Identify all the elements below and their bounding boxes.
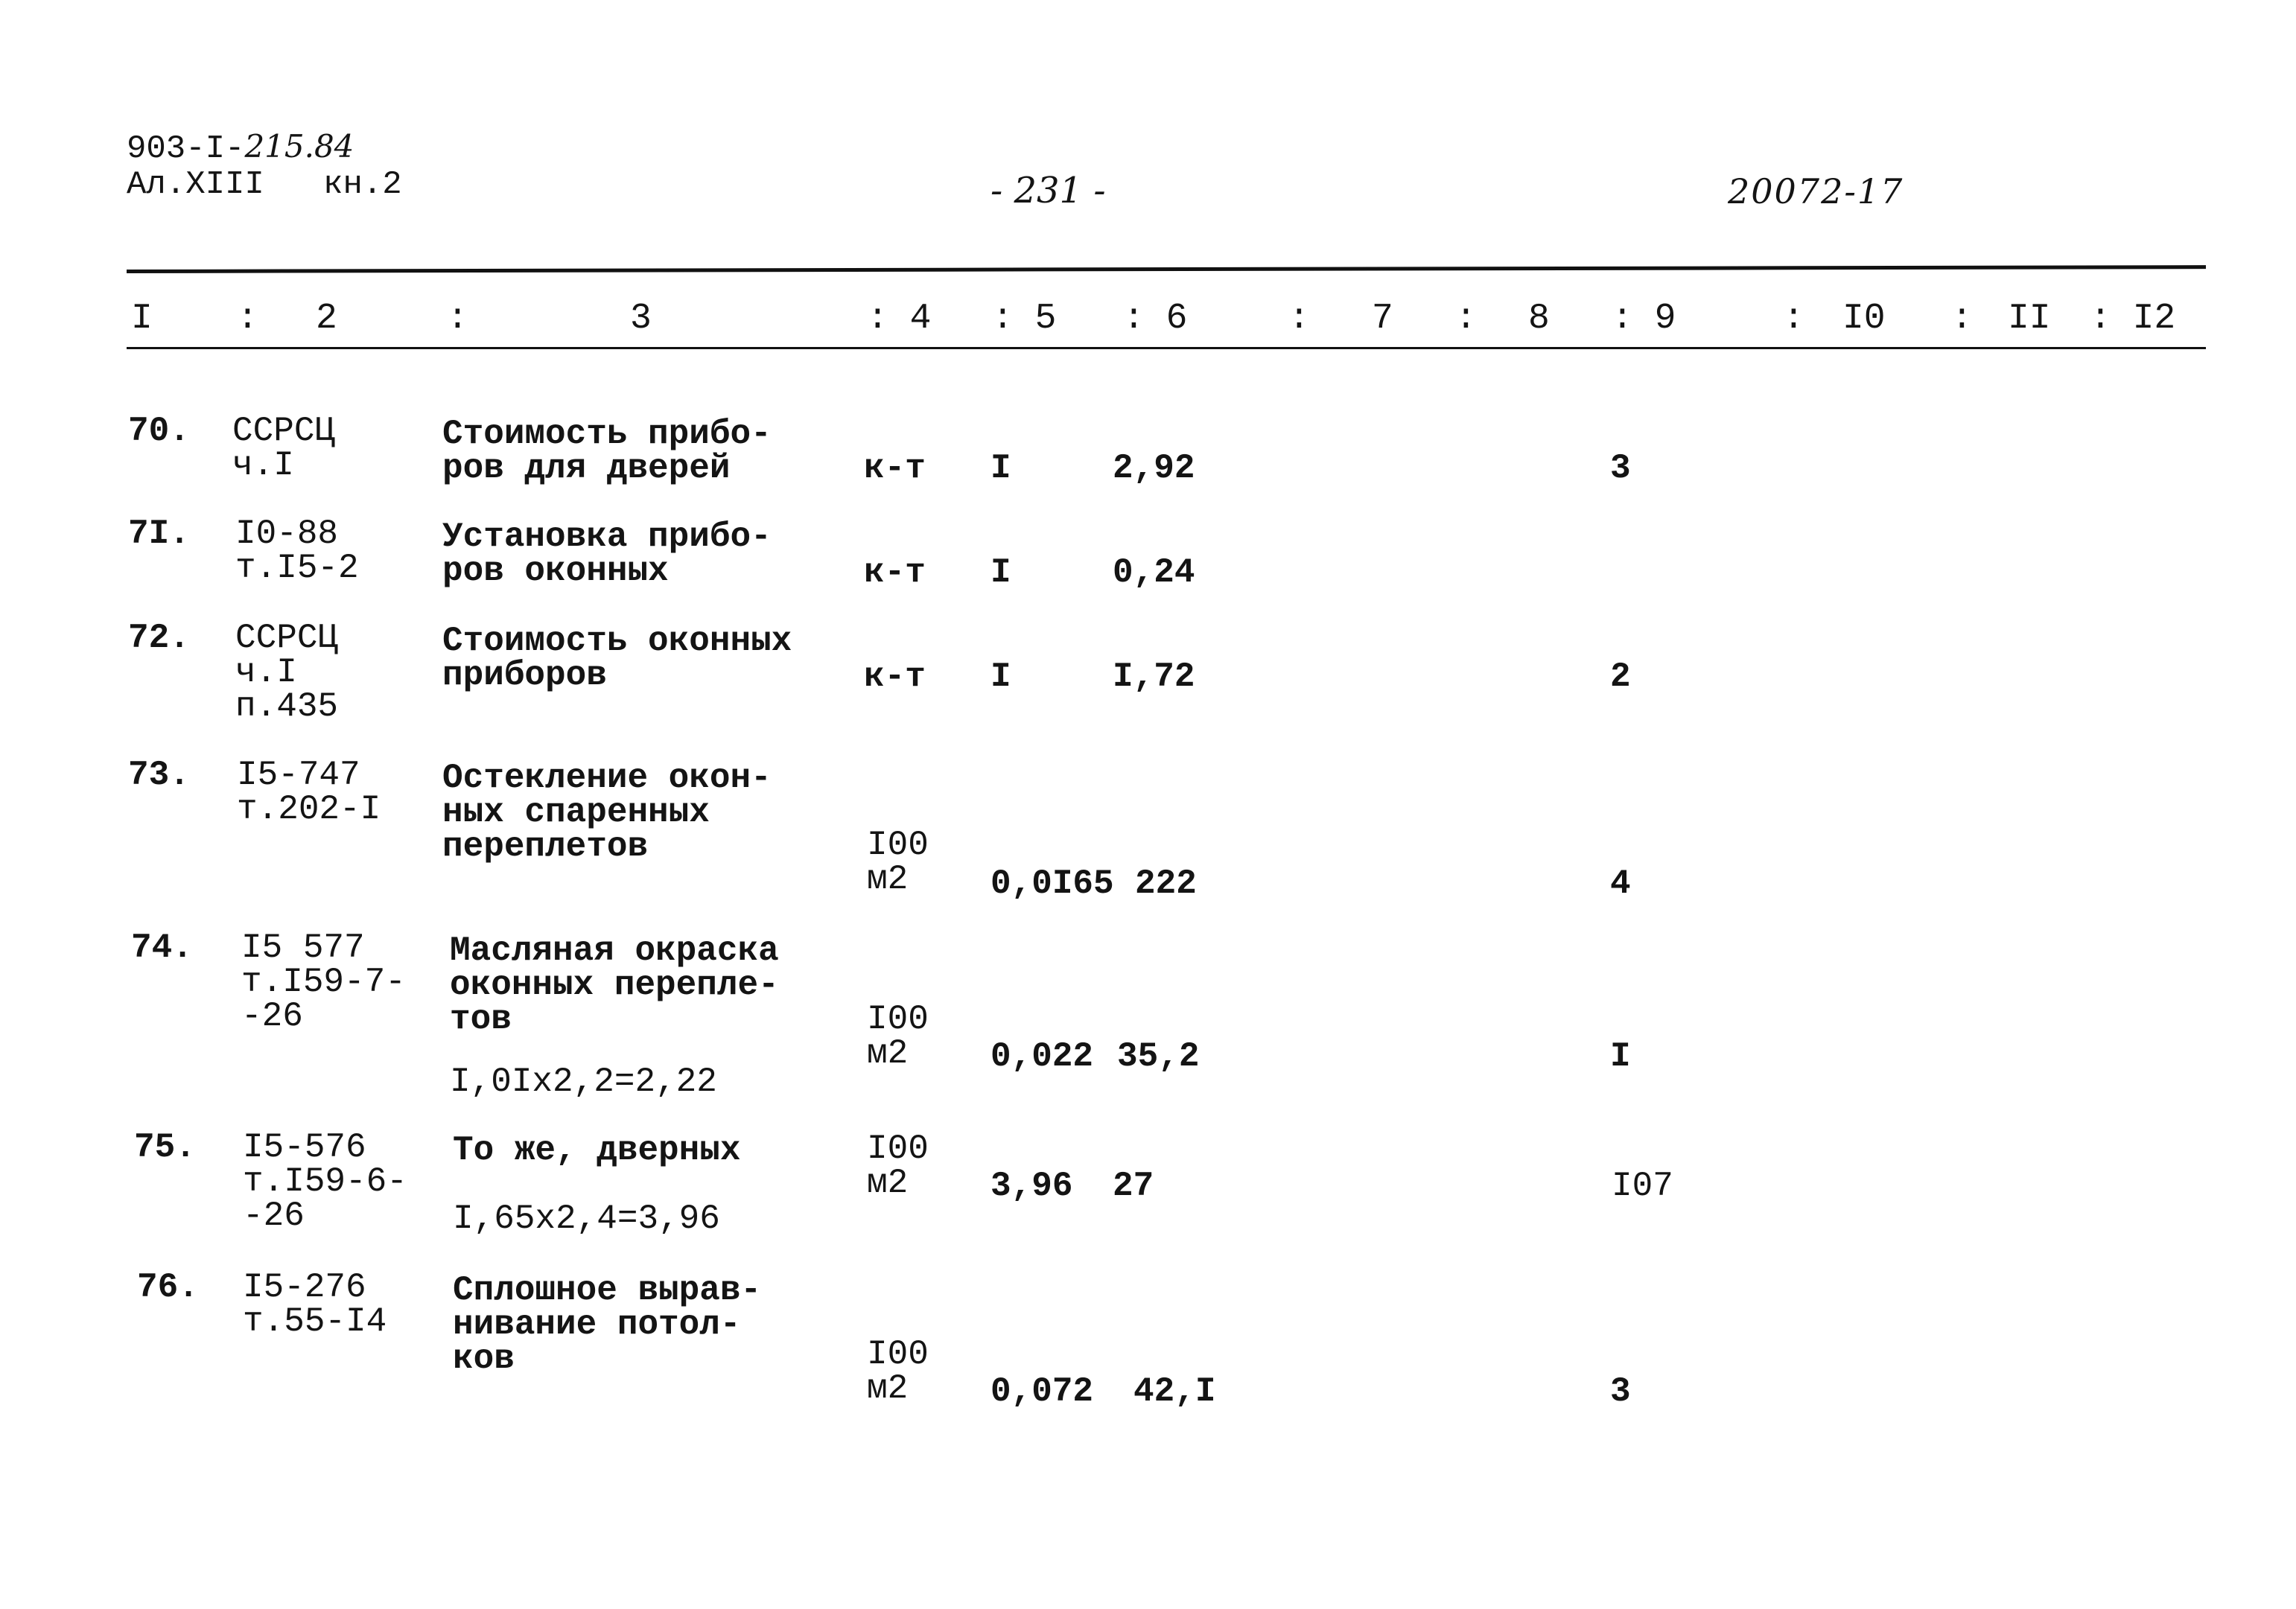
column-header-3: 3 xyxy=(630,299,652,339)
column-separator: : xyxy=(1783,299,1804,339)
row-description-line: ров оконных xyxy=(442,552,669,590)
row-description-line: Стоимость прибо- xyxy=(442,415,772,453)
row-code-line: т.I5-2 xyxy=(235,549,359,587)
row-col9-value: 2 xyxy=(1610,657,1631,696)
row-code-line: I5 577 xyxy=(241,928,365,967)
row-quantity: 0,0I65 xyxy=(990,864,1114,903)
row-code-line: т.202-I xyxy=(237,790,381,829)
row-number: 76. xyxy=(137,1268,199,1307)
row-code-line: т.55-I4 xyxy=(243,1302,387,1341)
row-number: 7I. xyxy=(128,514,190,553)
column-header-6: : 6 xyxy=(1123,299,1188,339)
column-separator: : xyxy=(1288,299,1310,339)
column-header-2: 2 xyxy=(316,299,337,339)
row-code-line: ССРСЦ xyxy=(232,412,336,450)
row-unit: I00 м2 xyxy=(867,826,929,899)
row-code-line: ч.I xyxy=(232,446,294,485)
row-code-line: I5-747 xyxy=(237,756,360,794)
row-code-line: ч.I xyxy=(235,653,297,692)
row-description-line: ров для дверей xyxy=(442,449,731,488)
row-quantity: I xyxy=(990,553,1011,592)
row-price: I,72 xyxy=(1113,657,1195,696)
row-calculation: I,0Ix2,2=2,22 xyxy=(450,1062,717,1101)
row-code-line: п.435 xyxy=(235,687,339,726)
row-price: 42,I xyxy=(1133,1372,1216,1411)
row-number: 73. xyxy=(128,756,190,794)
row-description-line: нивание потол- xyxy=(453,1305,741,1344)
page-number: - 231 - xyxy=(990,170,1106,211)
row-unit: I00 м2 xyxy=(867,1000,929,1073)
column-header-11: II xyxy=(2008,299,2051,339)
column-header-5: : 5 xyxy=(992,299,1057,339)
row-quantity: 3,96 xyxy=(990,1167,1073,1205)
column-header-12: : I2 xyxy=(2090,299,2176,339)
row-col9-value: 3 xyxy=(1610,449,1631,488)
row-description-line: ных спаренных xyxy=(442,793,710,832)
row-description-line: Сплошное вырав- xyxy=(453,1271,762,1310)
document-code-handwritten: 215.84 xyxy=(244,128,354,165)
header-rule xyxy=(127,347,2206,349)
row-unit: I00 м2 xyxy=(867,1335,929,1408)
row-quantity: I xyxy=(990,657,1011,696)
row-description-line: оконных перепле- xyxy=(450,966,779,1004)
album-book-label: Ал.XIII кн.2 xyxy=(127,166,402,203)
column-separator: : xyxy=(1455,299,1477,339)
row-col9-value: I xyxy=(1610,1037,1631,1076)
row-code-line: -26 xyxy=(243,1197,305,1235)
row-code-line: т.I59-6- xyxy=(243,1162,407,1201)
row-price: 0,24 xyxy=(1113,553,1195,592)
row-description-line: То же, дверных xyxy=(453,1131,741,1170)
row-code-line: ССРСЦ xyxy=(235,619,339,657)
sheet-code: 20072-17 xyxy=(1728,171,1904,211)
row-description-line: тов xyxy=(450,1000,512,1039)
row-number: 72. xyxy=(128,619,190,657)
row-unit: к-т xyxy=(864,449,926,488)
row-unit: к-т xyxy=(864,553,926,592)
row-description-line: ков xyxy=(453,1339,515,1378)
row-col9-value: I07 xyxy=(1612,1167,1673,1205)
row-calculation: I,65x2,4=3,96 xyxy=(453,1199,720,1238)
row-col9-value: 4 xyxy=(1610,864,1631,903)
row-number: 74. xyxy=(131,928,193,967)
row-description-line: Установка прибо- xyxy=(442,517,772,556)
row-price: 222 xyxy=(1135,864,1197,903)
column-separator: : xyxy=(1951,299,1973,339)
row-code-line: -26 xyxy=(241,997,303,1036)
row-description-line: Масляная окраска xyxy=(450,931,779,970)
column-header-7: 7 xyxy=(1372,299,1393,339)
document-code xyxy=(127,128,354,168)
row-number: 75. xyxy=(134,1128,196,1167)
column-separator: : xyxy=(237,299,258,339)
column-separator: : xyxy=(447,299,468,339)
top-rule xyxy=(127,265,2206,273)
row-description-line: переплетов xyxy=(442,827,649,866)
row-col9-value: 3 xyxy=(1610,1372,1631,1411)
column-header-4: : 4 xyxy=(867,299,932,339)
row-code-line: I5-576 xyxy=(243,1128,366,1167)
row-price: 2,92 xyxy=(1113,449,1195,488)
document-code-prefix: 903-I- xyxy=(127,130,245,168)
column-header-10: I0 xyxy=(1842,299,1886,339)
row-code-line: I0-88 xyxy=(235,514,339,553)
row-code-line: т.I59-7- xyxy=(241,963,406,1001)
row-number: 70. xyxy=(128,412,190,450)
row-unit: I00 м2 xyxy=(867,1130,929,1202)
row-unit: к-т xyxy=(864,657,926,696)
row-code-line: I5-276 xyxy=(243,1268,366,1307)
row-description-line: Остекление окон- xyxy=(442,759,772,797)
column-header-1: I xyxy=(131,299,153,339)
row-quantity: 0,022 xyxy=(990,1037,1094,1076)
row-price: 35,2 xyxy=(1117,1037,1200,1076)
row-description-line: Стоимость оконных xyxy=(442,622,792,660)
row-price: 27 xyxy=(1113,1167,1154,1205)
column-header-9: : 9 xyxy=(1612,299,1676,339)
column-header-8: 8 xyxy=(1528,299,1550,339)
row-quantity: 0,072 xyxy=(990,1372,1094,1411)
row-description-line: приборов xyxy=(442,656,607,695)
row-quantity: I xyxy=(990,449,1011,488)
